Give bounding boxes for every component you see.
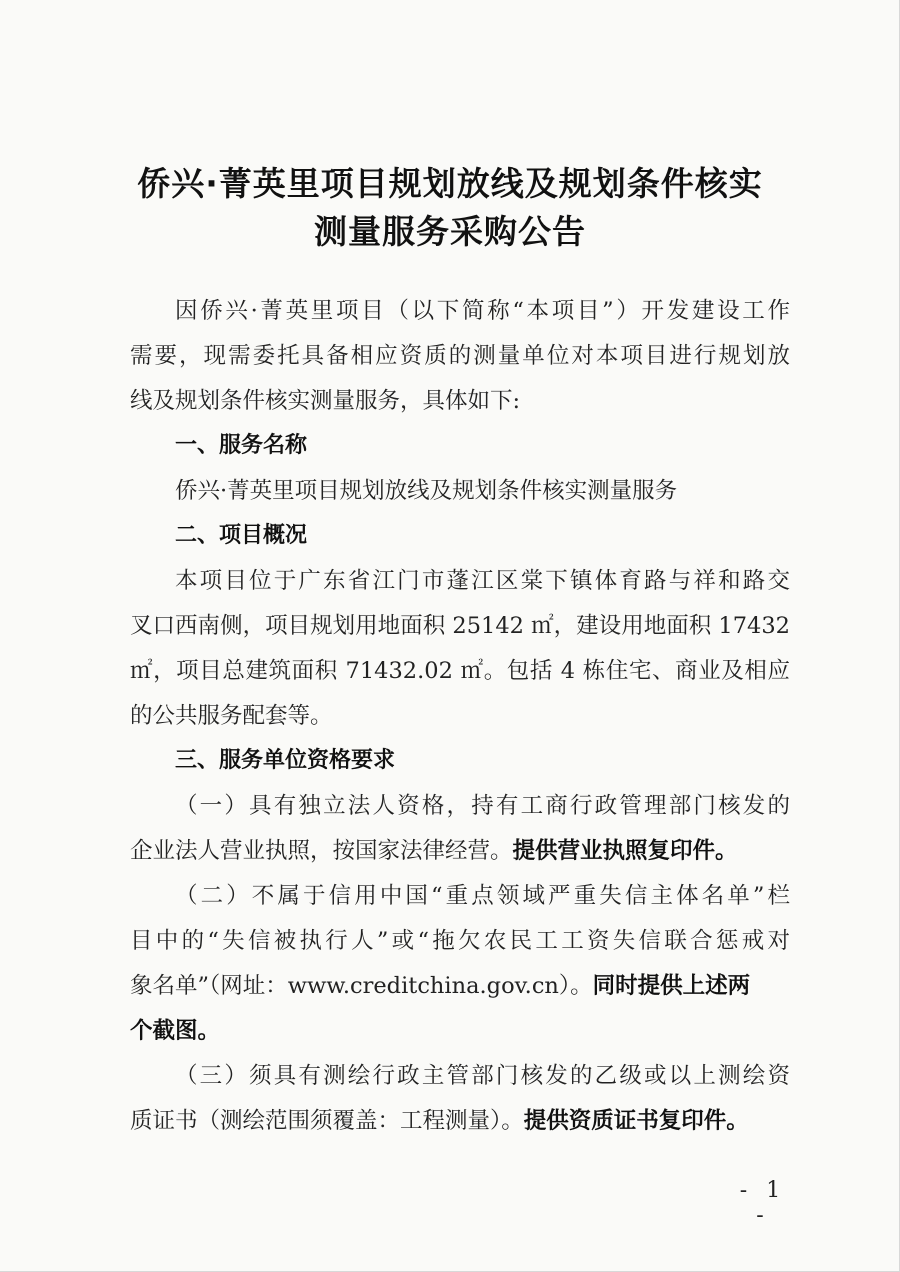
requirement-3-line-1: （三）须具有测绘行政主管部门核发的乙级或以上测绘资 (175, 1063, 790, 1089)
requirement-2-line-2: 目中的“失信被执行人”或“拖欠农民工工资失信联合惩戒对 (130, 928, 790, 954)
requirement-2-line-3 (130, 971, 790, 1001)
section-heading-service-name: 一、服务名称 (175, 433, 308, 458)
requirement-1-line-2 (130, 836, 790, 866)
requirement-1-text: 企业法人营业执照，按国家法律经营。 (130, 838, 513, 864)
requirement-2-text: 象名单”（网址：www.creditchina.gov.cn）。 (130, 973, 593, 999)
requirement-1-line-1: （一）具有独立法人资格，持有工商行政管理部门核发的 (175, 793, 790, 819)
overview-line-1: 本项目位于广东省江门市蓬江区棠下镇体育路与祥和路交 (175, 568, 790, 594)
section-body-service-name: 侨兴·菁英里项目规划放线及规划条件核实测量服务 (175, 478, 678, 504)
requirement-1-bold-note: 提供营业执照复印件。 (512, 838, 738, 864)
document-title-line-2: 测量服务采购公告 (314, 212, 586, 251)
overview-line-2: 叉口西南侧，项目规划用地面积 25142 ㎡，建设用地面积 17432 (130, 613, 790, 639)
overview-line-4: 的公共服务配套等。 (130, 703, 333, 729)
intro-line-2: 需要，现需委托具备相应资质的测量单位对本项目进行规划放 (130, 343, 790, 369)
requirement-3-bold-note: 提供资质证书复印件。 (523, 1108, 749, 1134)
section-heading-qualifications: 三、服务单位资格要求 (175, 748, 396, 773)
overview-line-3: ㎡，项目总建筑面积 71432.02 ㎡。包括 4 栋住宅、商业及相应 (130, 658, 790, 684)
requirement-2-line-4: 个截图。 (130, 1018, 221, 1044)
requirement-2-line-1: （二）不属于信用中国“重点领域严重失信主体名单”栏 (175, 883, 790, 909)
requirement-3-text: 质证书（测绘范围须覆盖：工程测量）。 (130, 1108, 524, 1134)
intro-line-3: 线及规划条件核实测量服务，具体如下: (130, 388, 521, 414)
document-title-line-1: 侨兴·菁英里项目规划放线及规划条件核实 (137, 164, 763, 203)
requirement-2-bold-note: 同时提供上述两 (592, 973, 751, 999)
section-heading-project-overview: 二、项目概况 (175, 523, 308, 548)
intro-line-1: 因侨兴·菁英里项目（以下简称“本项目”）开发建设工作 (175, 298, 790, 324)
requirement-3-line-2 (130, 1106, 790, 1136)
page-number: - 1 - (739, 1178, 787, 1228)
